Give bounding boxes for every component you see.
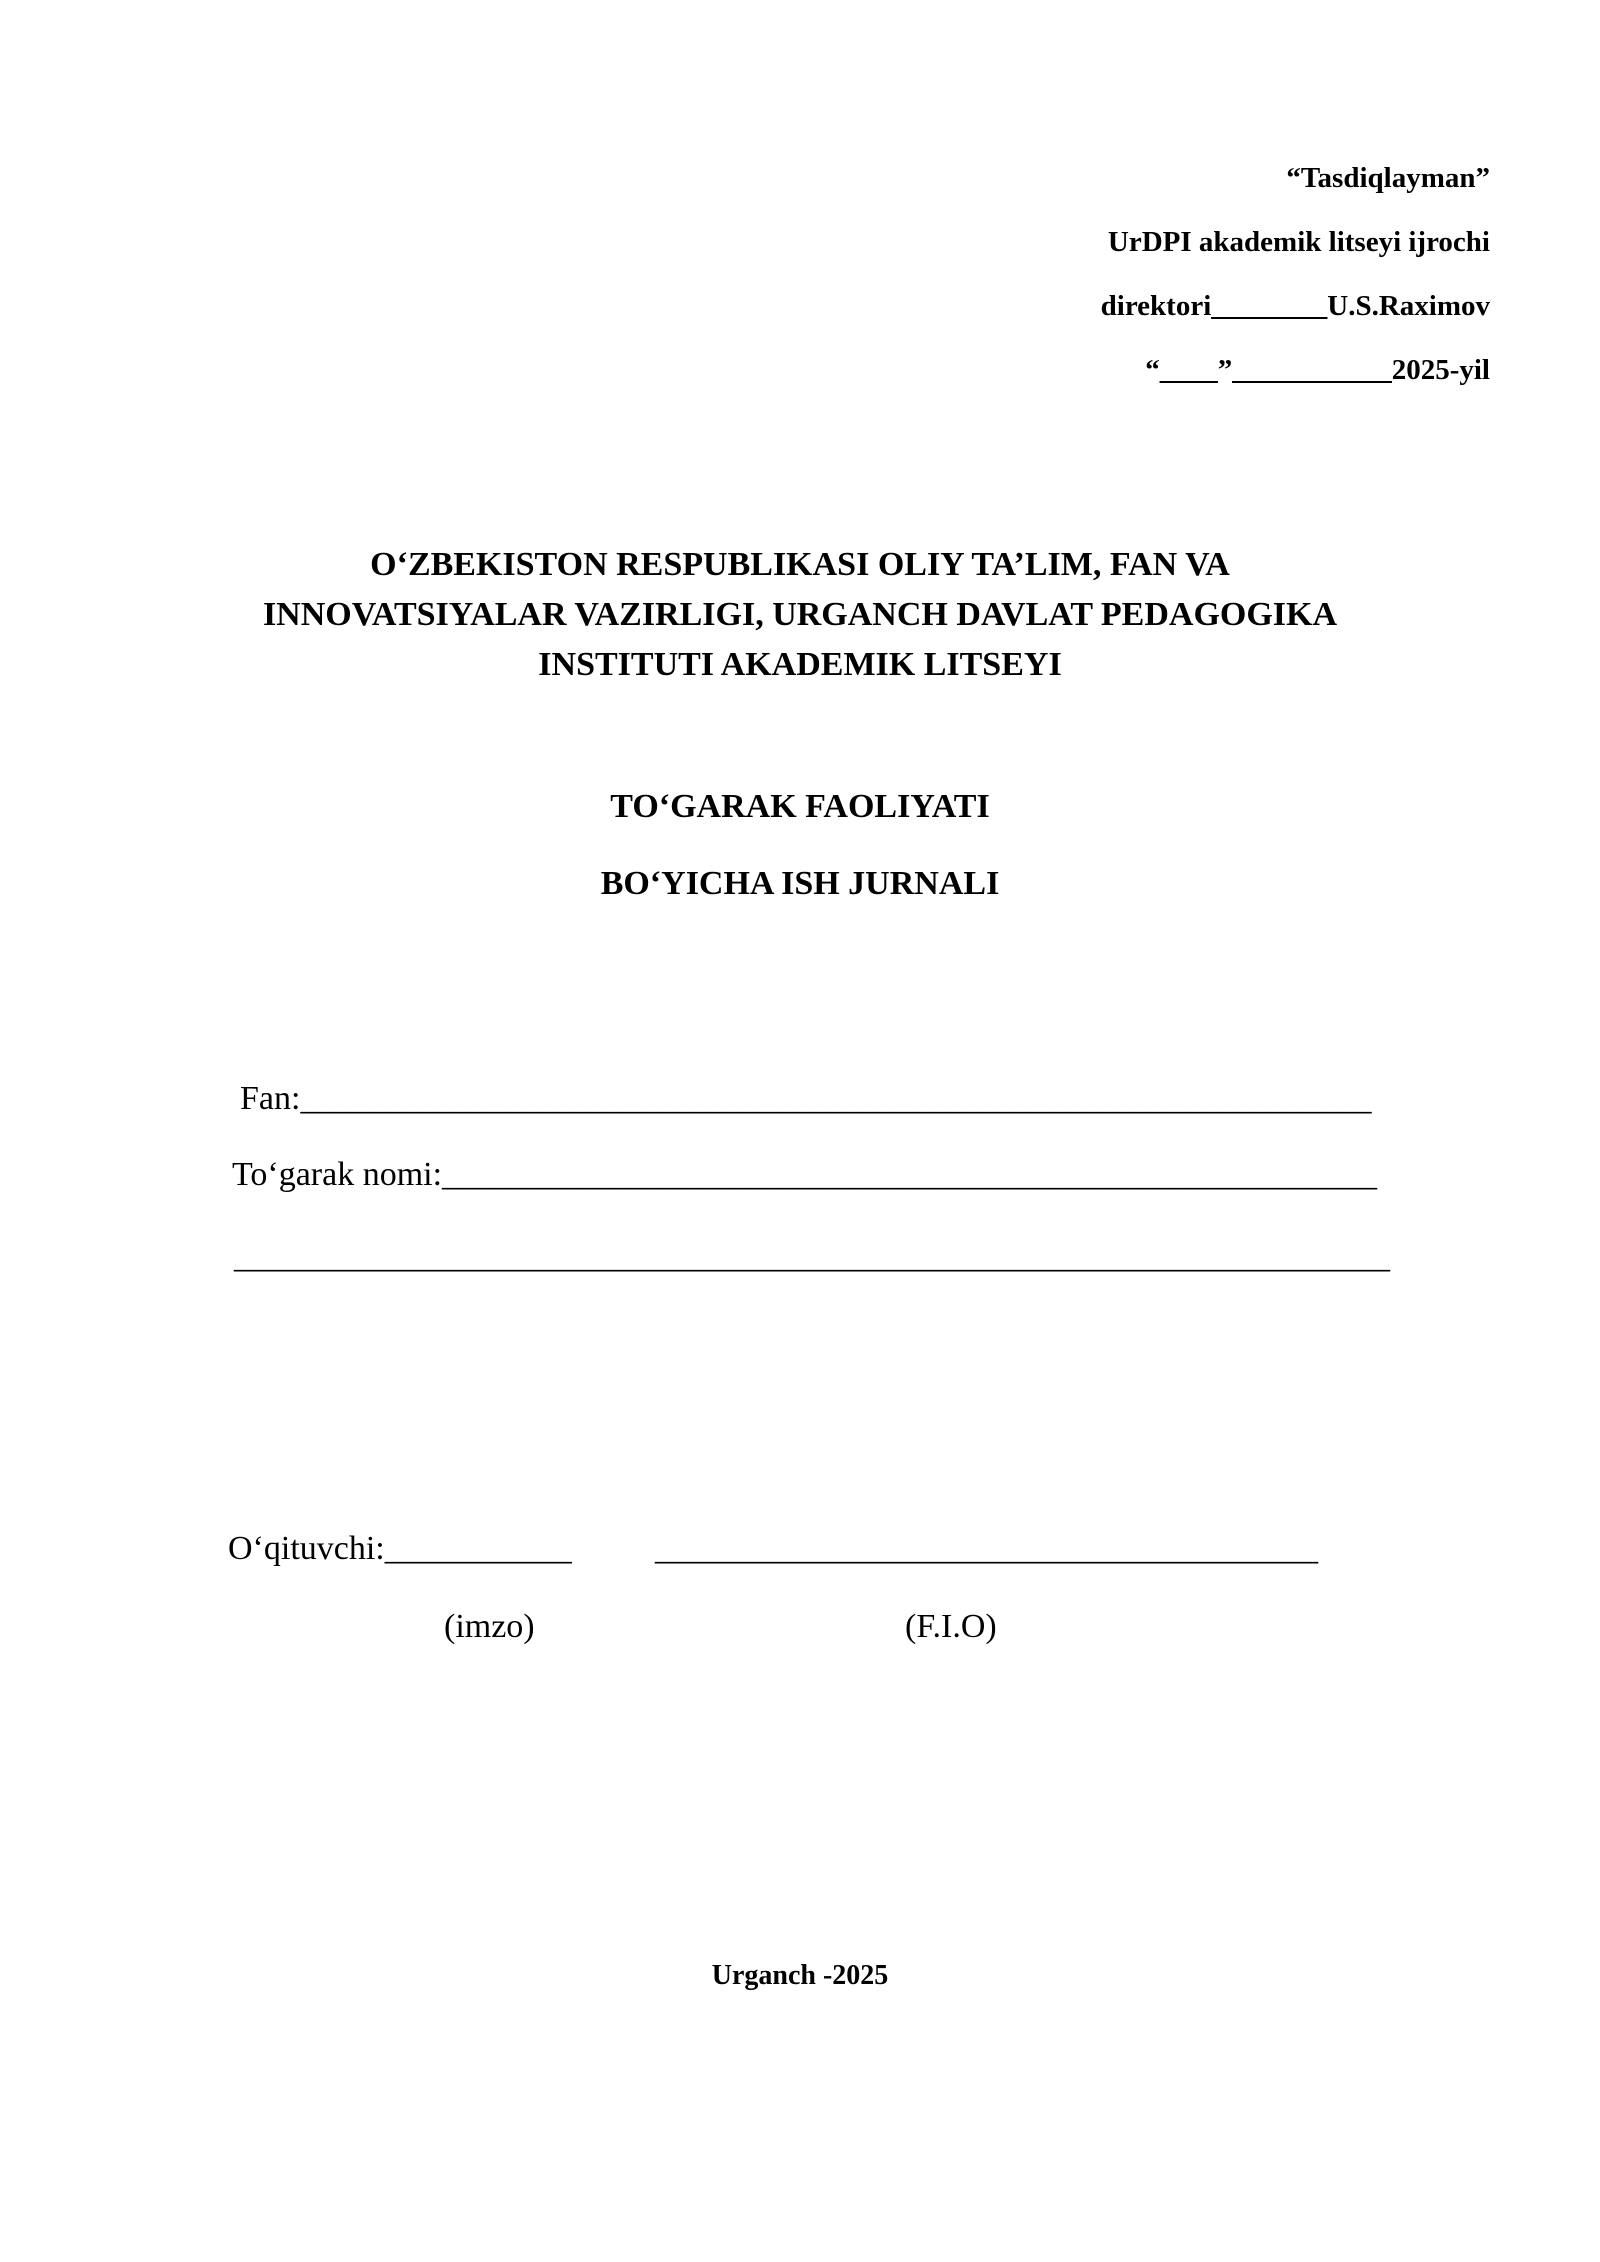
ministry-heading-line-2: INNOVATSIYALAR VAZIRLIGI, URGANCH DAVLAT PEDAGOGIKA [262, 596, 1338, 633]
approval-block [1101, 146, 1490, 402]
ministry-heading [0, 540, 1600, 690]
journal-title-line-1: TO‘GARAK FAOLIYATI [610, 788, 990, 825]
club-name-field: To‘garak nomi:_______________________________________________________ [232, 1156, 1378, 1193]
club-name-continuation-line: ____________________________________________________________________ [234, 1238, 1390, 1275]
subject-field: Fan:_______________________________________________________________ [240, 1080, 1372, 1117]
full-name-caption: (F.I.O) [905, 1608, 997, 1645]
ministry-heading-line-1: O‘ZBEKISTON RESPUBLIKASI OLIY TA’LIM, FAN VA [370, 546, 1230, 583]
approval-date: “____”___________2025-yil [1145, 354, 1490, 386]
teacher-signature-field: O‘qituvchi:___________ [228, 1530, 572, 1567]
signature-caption: (imzo) [444, 1608, 535, 1645]
ministry-heading-line-3: INSTITUTI AKADEMIK LITSEYI [538, 646, 1062, 683]
journal-title-line-2: BO‘YICHA ISH JURNALI [600, 865, 1000, 902]
approval-position: UrDPI akademik litseyi ijrochi [1107, 226, 1490, 258]
approval-heading: “Tasdiqlayman” [1286, 162, 1490, 194]
approval-director-signature: direktori________U.S.Raximov [1100, 290, 1490, 322]
footer-place-year: Urganch -2025 [711, 1960, 889, 1991]
teacher-name-field: _______________________________________ [655, 1530, 1318, 1567]
